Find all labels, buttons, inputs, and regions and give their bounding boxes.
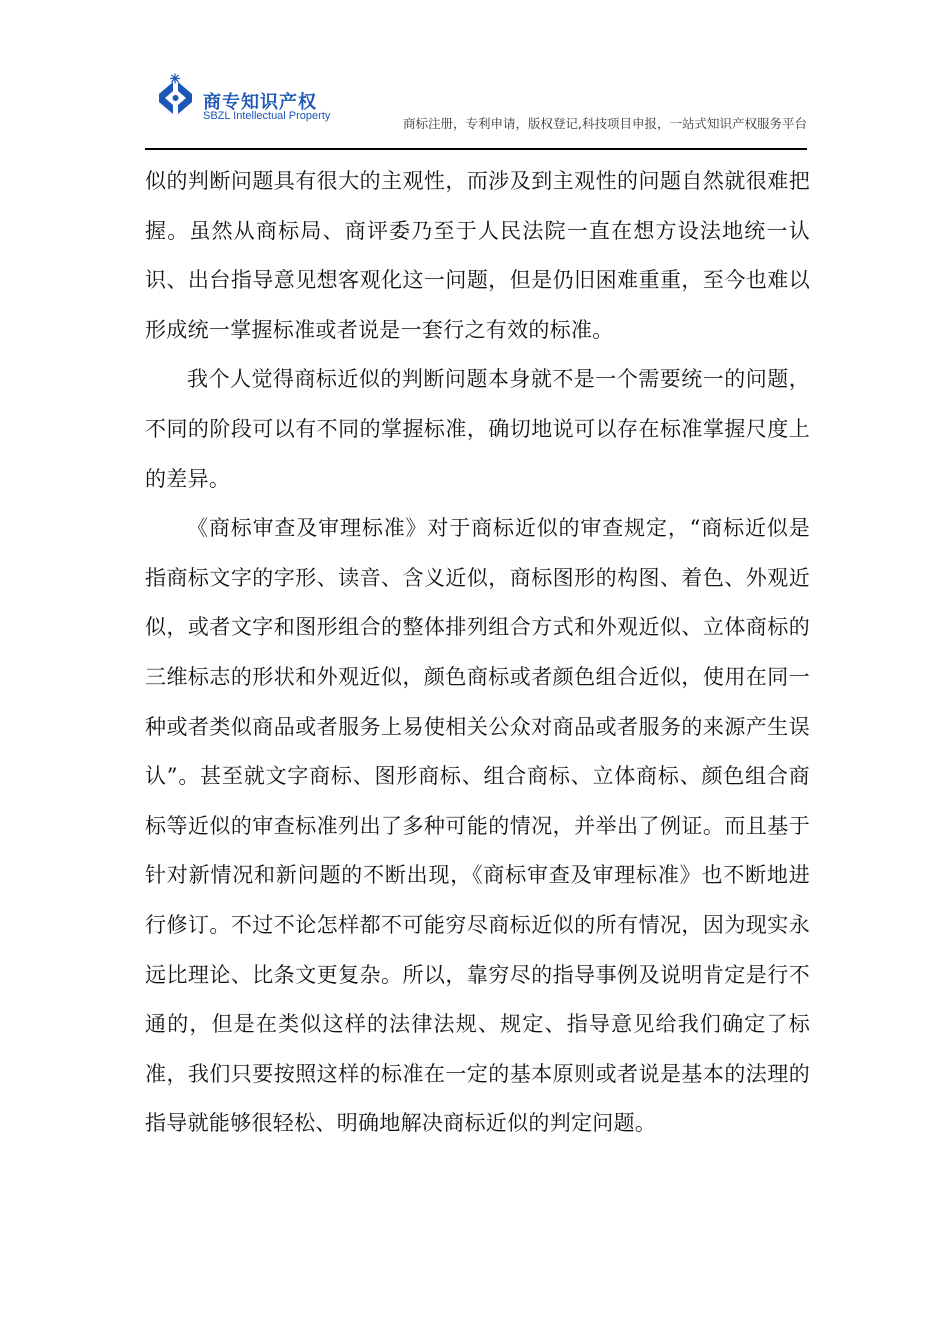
paragraph-continuation: 似的判断问题具有很大的主观性，而涉及到主观性的问题自然就很难把握。虽然从商标局、商评委乃至于人民法院一直在想方设法地统一认识、出台指导意见想客观化这一问题，但是仍旧困难重重，至今也难以形成统一掌握标准或者说是一套行之有效的标准。 — [145, 169, 810, 342]
paragraph-standards: 《商标审查及审理标准》对于商标近似的审查规定，“商标近似是指商标文字的字形、读音、含义近似，商标图形的构图、着色、外观近似，或者文字和图形组合的整体排列组合方式和外观近似、立体商标的三维标志的形状和外观近似，颜色商标或者颜色组合近似，使用在同一种或者类似商品或者服务上易使相关公众对商品或者服务的来源产生误认”。甚至就文字商标、图形商标、组合商标、立体商标、颜色组合商标等近似的审查标准列出了多种可能的情况，并举出了例证。而且基于针对新情况和新问题的不断出现，《商标审查及审理标准》也不断地进行修订。不过不论怎样都不可能穷尽商标近似的所有情况，因为现实永远比理论、比条文更复杂。所以，靠穷尽的指导事例及说明肯定是行不通的，但是在类似这样的法律法规、规定、指导意见给我们确定了标准，我们只要按照这样的标准在一定的基本原则或者说是基本的法理的指导就能够很轻松、明确地解决商标近似的判定问题。 — [145, 516, 810, 1136]
header-divider — [145, 148, 807, 150]
company-name-en: SBZL Intellectual Property — [203, 110, 331, 122]
paragraph-opinion: 我个人觉得商标近似的判断问题本身就不是一个需要统一的问题，不同的阶段可以有不同的掌握标准，确切地说可以存在标准掌握尺度上的差异。 — [145, 367, 810, 491]
page-header — [145, 60, 807, 150]
sbzl-logo — [153, 72, 198, 118]
document-body — [145, 157, 810, 1149]
company-name-cn: 商专知识产权 — [203, 92, 317, 113]
header-tagline: 商标注册，专利申请，版权登记,科技项目申报，一站式知识产权服务平台 — [403, 116, 807, 131]
